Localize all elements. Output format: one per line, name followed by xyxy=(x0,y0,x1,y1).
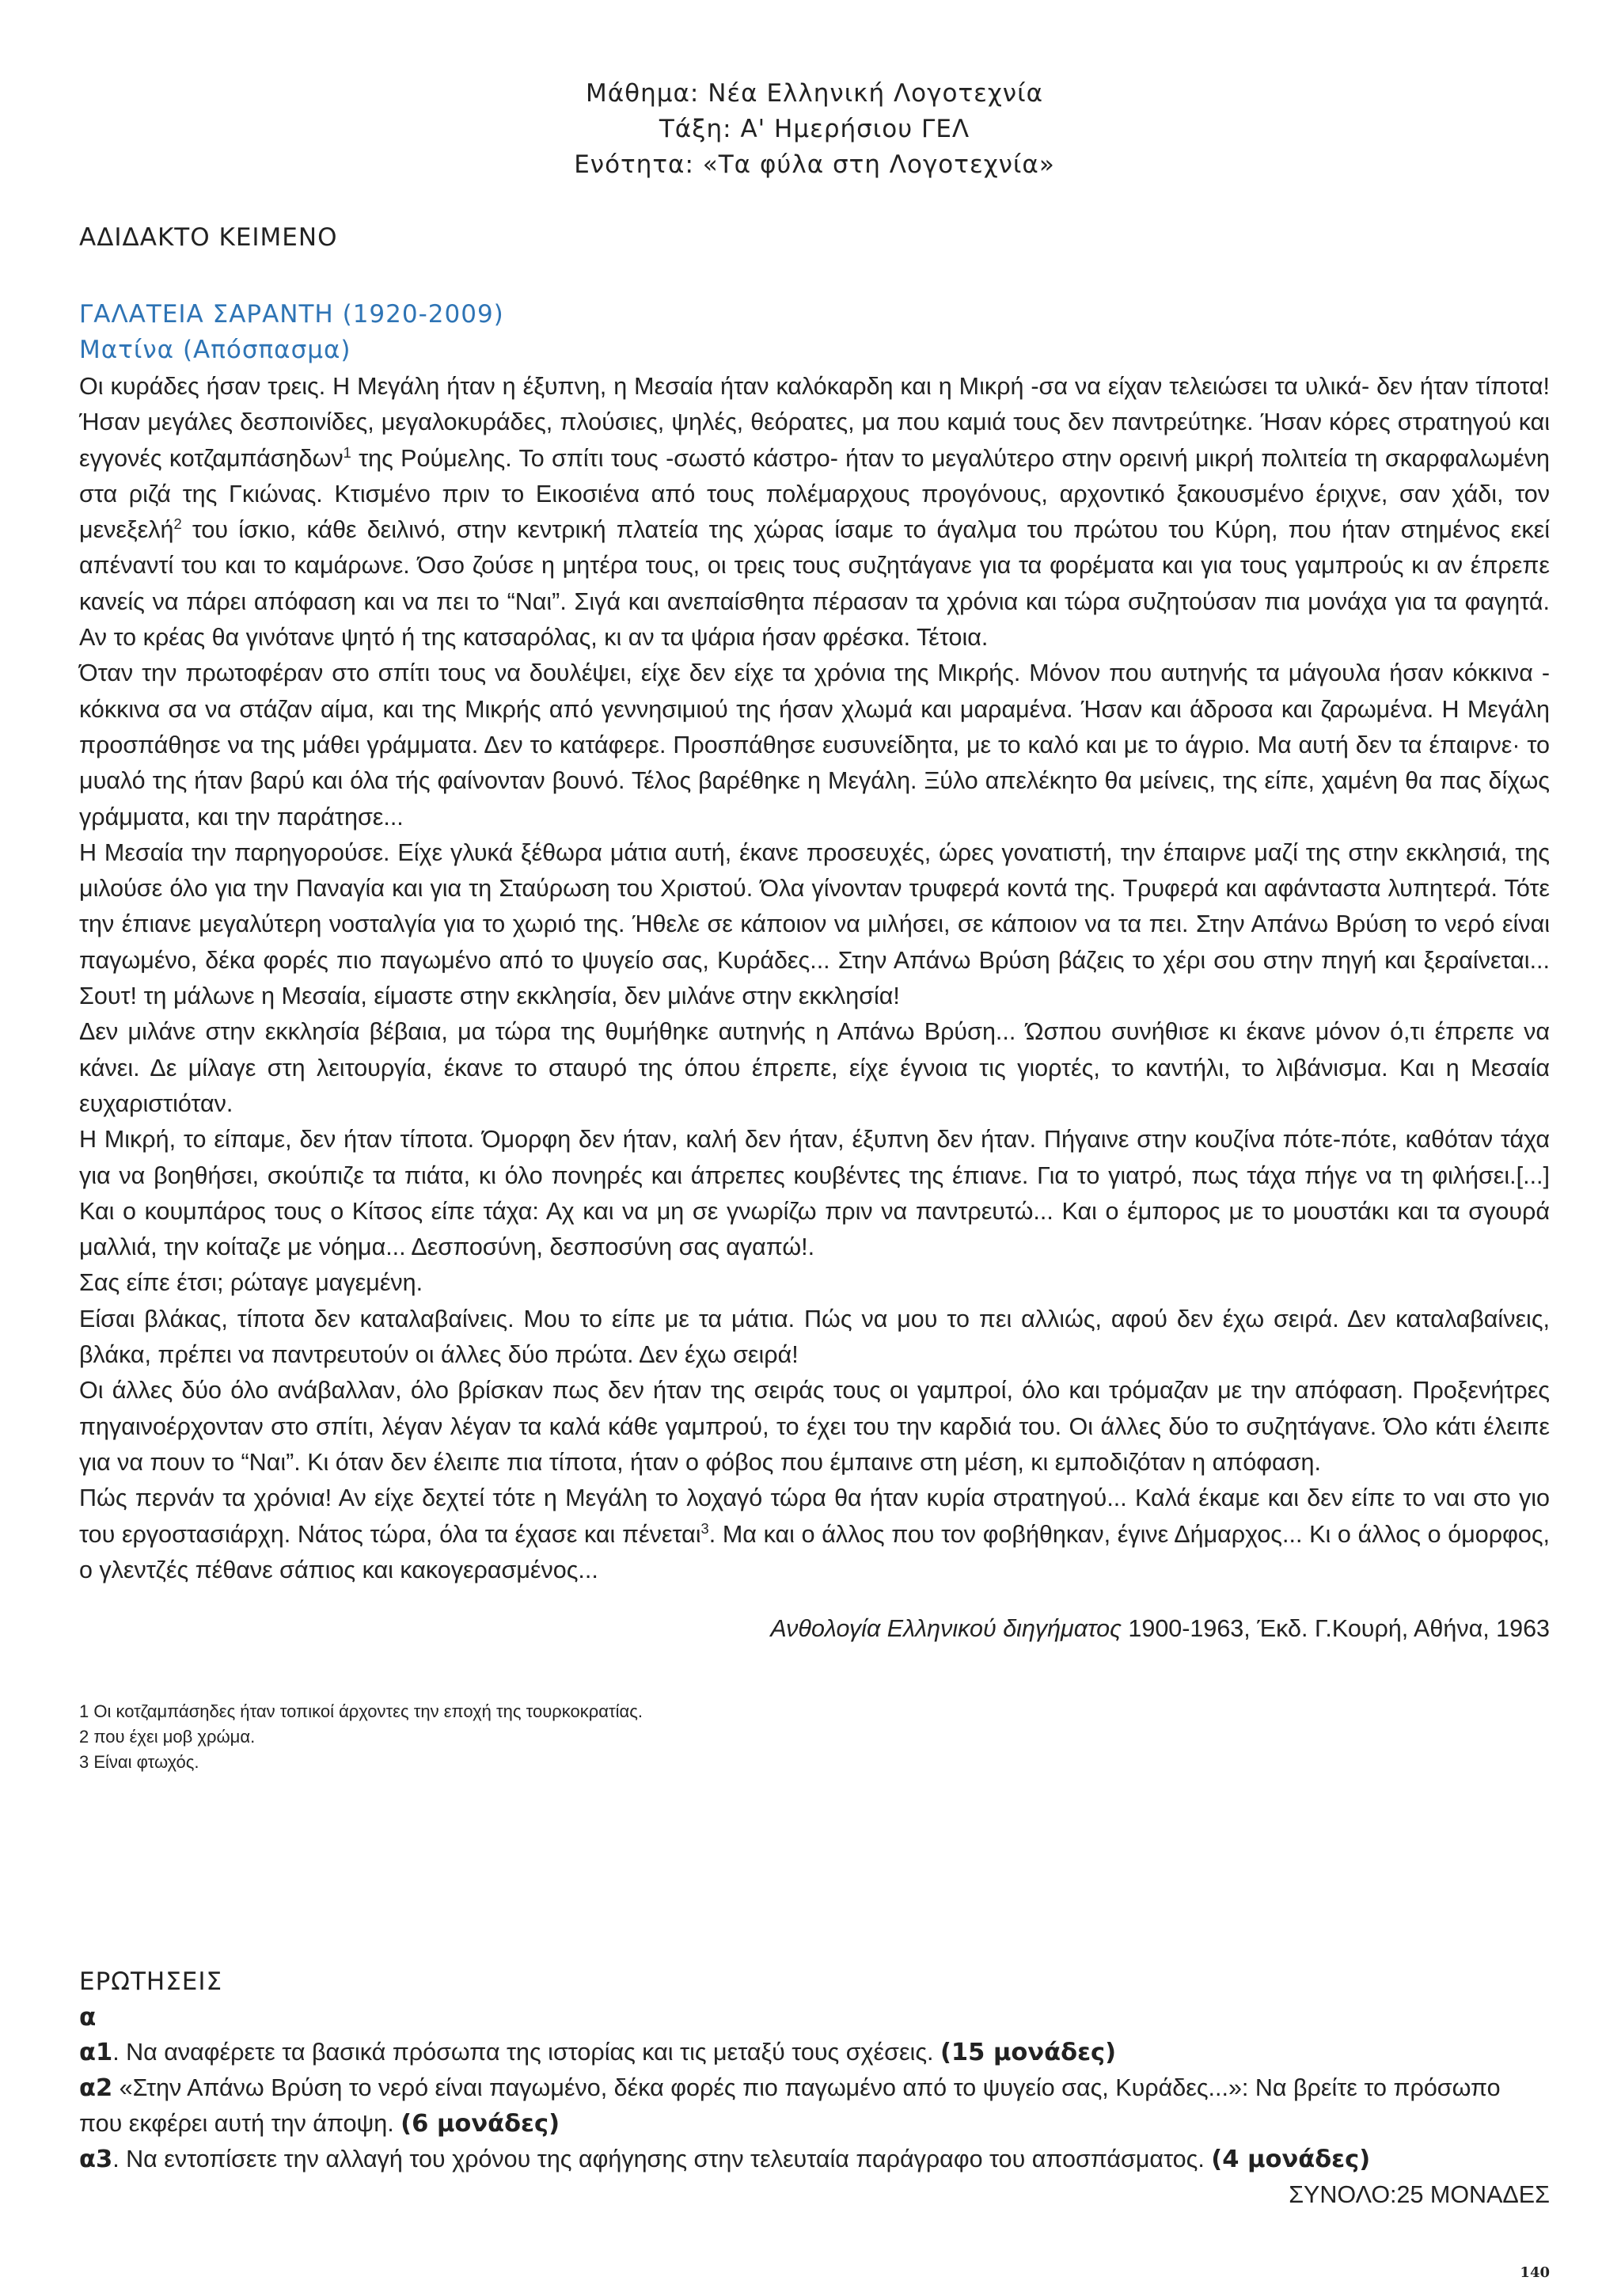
author-block xyxy=(79,297,504,368)
work-title: Ματίνα (Απόσπασμα) xyxy=(79,336,351,364)
page-number: 140 xyxy=(1520,2264,1550,2281)
unit-line: Ενότητα: «Τα φύλα στη Λογοτεχνία» xyxy=(574,150,1055,179)
paragraph: Όταν την πρωτοφέραν στο σπίτι τους να δουλέψει, είχε δεν είχε τα χρόνια της Μικρής. Μόνον που αυτηνής τα μάγουλα ήσαν κόκκινα - κόκκινα σα να στάζαν αίμα, και της Μικρής από γεννησιμιού της ήσαν χλωμά και μαραμένα. Ήσαν και άδροσα και ζαρωμένα. Η Μεγάλη προσπάθησε να της μάθει γράμματα. Δεν το κατάφερε. Προσπάθησε ευσυνείδητα, με το καλό και με το άγριο. Μα αυτή δεν τα έπαιρνε· το μυαλό της ήταν βαρύ και όλα τής φαίνονταν βουνό. Τέλος βαρέθηκε η Μεγάλη. Ξύλο απελέκητο θα μείνεις, της είπε, χαμένη θα πας δίχως γράμματα, και την παράτησε... xyxy=(79,660,1550,831)
footnote: 1 Οι κοτζαμπάσηδες ήταν τοπικοί άρχοντες την εποχή της τουρκοκρατίας. xyxy=(79,1701,643,1721)
footnotes xyxy=(79,1699,643,1775)
question-marks: (4 μονάδες) xyxy=(1211,2146,1371,2173)
paragraph: Δεν μιλάνε στην εκκλησία βέβαια, μα τώρα της θυμήθηκε αυτηνής η Απάνω Βρύση... Ώσπου συνήθισε κι έκανε μόνον ό,τι έπρεπε να κάνει. Δε μίλαγε στη λειτουργία, έκανε το σταυρό της όπου έπρεπε, είχε έγνοια τις γιορτές, το καντήλι, το λιβάνισμα. Και η Μεσαία ευχαριστιόταν. xyxy=(79,1018,1550,1117)
paragraph: Πώς περνάν τα χρόνια! Αν είχε δεχτεί τότε η Μεγάλη το λοχαγό τώρα θα ήταν κυρία στρατηγού... Καλά έκαμε και δεν είπε το ναι στο γιο του εργοστασιάρχη. Νάτος τώρα, όλα τα έχασε και πένεται$^3$. Μα και ο άλλος που τον φοβήθηκαν, έγινε Δήμαρχος... Κι ο άλλος ο όμορφος, ο γλεντζές πέθανε σάπιος και κακογερασμένος... xyxy=(79,1484,1550,1583)
class-line: Τάξη: Α' Ημερήσιου ΓΕΛ xyxy=(659,115,970,143)
question-item: α2 «Στην Απάνω Βρύση το νερό είναι παγωμένο, δέκα φορές πιο παγωμένο από το ψυγείο σας, Κυράδες...»: Να βρείτε το πρόσωπο που εκφέρει αυτή την άποψη. (6 μονάδες) xyxy=(79,2074,1501,2138)
question-number: α1 xyxy=(79,2039,113,2066)
paragraph: Οι άλλες δύο όλο ανάβαλλαν, όλο βρίσκαν πως δεν ήταν της σειράς τους οι γαμπροί, όλο και τρόμαζαν με την απόφαση. Προξενήτρες πηγαινοέρχονταν στο σπίτι, λέγαν λέγαν τα καλά κάθε γαμπρού, το έχει του την καρδιά του. Οι άλλες δύο το συζητάγανε. Όλο κάτι έλειπε για να πουν το “Ναι”. Κι όταν δεν έλειπε πια τίποτα, ήταν ο φόβος που έμπαινε στη μέση, κι εμποδιζόταν η απόφαση. xyxy=(79,1377,1550,1476)
total-marks: ΣΥΝΟΛΟ:25 ΜΟΝΑΔΕΣ xyxy=(1289,2181,1550,2208)
source-title: Ανθολογία Ελληνικού διηγήματος xyxy=(770,1615,1122,1642)
question-number: α2 xyxy=(79,2074,113,2102)
paragraph: Η Μικρή, το είπαμε, δεν ήταν τίποτα. Όμορφη δεν ήταν, καλή δεν ήταν, έξυπνη δεν ήταν. Πήγαινε στην κουζίνα πότε-πότε, καθόταν τάχα για να βοηθήσει, σκούπιζε τα πιάτα, κι όλο πονηρές και άπρεπες κουβέντες της έπιανε. Για το γιατρό, πως τάχα πήγε να τη φιλήσει.[...] Και ο κουμπάρος τους ο Κίτσος είπε τάχα: Αχ και να μη σε γνωρίζω πριν να παντρευτώ... Και ο έμπορος με το μουστάκι και τα σγουρά μαλλιά, την κοίταζε με νόημα... Δεσποσύνη, δεσποσύνη σας αγαπώ!. xyxy=(79,1126,1550,1261)
subject-line: Μάθημα: Νέα Ελληνική Λογοτεχνία xyxy=(585,79,1044,108)
question-marks: (6 μονάδες) xyxy=(401,2110,560,2138)
section-title: ΑΔΙΔΑΚΤΟ ΚΕΙΜΕΝΟ xyxy=(79,223,338,252)
footnote-ref: 3 xyxy=(700,1519,709,1537)
question-item: α1. Να αναφέρετε τα βασικά πρόσωπα της ιστορίας και τις μεταξύ τους σχέσεις. (15 μονάδες) xyxy=(79,2039,1117,2066)
footnote: 2 που έχει μοβ χρώμα. xyxy=(79,1727,256,1747)
paragraph: Σας είπε έτσι; ρώταγε μαγεμένη. xyxy=(79,1269,423,1297)
paragraph: Είσαι βλάκας, τίποτα δεν καταλαβαίνεις. Μου το είπε με τα μάτια. Πώς να μου το πει αλλιώς, αφού δεν έχω σειρά. Δεν καταλαβαίνεις, βλάκα, πρέπει να παντρευτούν οι άλλες δύο πρώτα. Δεν έχω σειρά! xyxy=(79,1305,1550,1369)
question-marks: (15 μονάδες) xyxy=(940,2039,1117,2066)
questions-heading: ΕΡΩΤΗΣΕΙΣ xyxy=(79,1967,223,1996)
questions-section xyxy=(79,1963,1550,2213)
question-item: α3. Να εντοπίσετε την αλλαγή του χρόνου της αφήγησης στην τελευταία παράγραφο του αποσπάσματος. (4 μονάδες) xyxy=(79,2146,1371,2173)
footnote-ref: 2 xyxy=(173,515,182,533)
question-group-label: α xyxy=(79,2003,97,2032)
source-citation: Ανθολογία Ελληνικού διηγήματος 1900-1963, Έκδ. Γ.Κουρή, Αθήνα, 1963 xyxy=(770,1615,1550,1642)
paragraph: Οι κυράδες ήσαν τρεις. Η Μεγάλη ήταν η έξυπνη, η Μεσαία ήταν καλόκαρδη και η Μικρή -σα να είχαν τελειώσει τα υλικά- δεν ήταν τίποτα! Ήσαν μεγάλες δεσποινίδες, μεγαλοκυράδες, πλούσιες, ψηλές, θεόρατες, μα που καμιά τους δεν παντρεύτηκε. Ήσαν κόρες στρατηγού και εγγονές κοτζαμπάσηδων$^1$ της Ρούμελης. Το σπίτι τους -σωστό κάστρο- ήταν το μεγαλύτερο στην ορεινή μικρή πολιτεία τη σκαρφαλωμένη στα ριζά της Γκιώνας. Κτισμένο πριν το Εικοσιένα από τους πολέμαρχους προγόνους, αρχοντικό ξακουσμένο έριχνε, σαν χάδι, τον μενεξελή$^2$ του ίσκιο, κάθε δειλινό, στην κεντρική πλατεία της χώρας ίσαμε το άγαλμα του πρώτου του Κύρη, που ήταν στημένος εκεί απέναντί του και το καμάρωνε. Όσο ζούσε η μητέρα τους, οι τρεις τους συζητάγανε για τα φορέματα και για τους γαμπρούς κι αν έπρεπε κανείς να πάρει απόφαση και να πει το “Ναι”. Σιγά και ανεπαίσθητα πέρασαν τα χρόνια και τώρα συζητούσαν πια μονάχα για τα φαγητά. Αν το κρέας θα γινότανε ψητό ή της κατσαρόλας, κι αν τα ψάρια ήσαν φρέσκα. Τέτοια. xyxy=(79,373,1550,652)
footnote: 3 Είναι φτωχός. xyxy=(79,1752,199,1772)
paragraph: Η Μεσαία την παρηγορούσε. Είχε γλυκά ξέθωρα μάτια αυτή, έκανε προσευχές, ώρες γονατιστή, την έπαιρνε μαζί της στην εκκλησιά, της μιλούσε όλο για την Παναγία και για τη Σταύρωση του Χριστού. Όλα γίνονταν τρυφερά κοντά της. Τρυφερά και αφάνταστα λυπητερά. Τότε την έπιανε μεγαλύτερη νοσταλγία για το χωριό της. Ήθελε σε κάποιον να μιλήσει, σε κάποιον να τα πει. Στην Απάνω Βρύση το νερό είναι παγωμένο, δέκα φορές πιο παγωμένο από το ψυγείο σας, Κυράδες... Στην Απάνω Βρύση βάζεις το χέρι σου στην πηγή και ξεραίνεται... Σουτ! τη μάλωνε η Μεσαία, είμαστε στην εκκλησία, δεν μιλάνε στην εκκλησία! xyxy=(79,838,1550,1010)
question-number: α3 xyxy=(79,2146,113,2173)
footnote-ref: 1 xyxy=(343,443,351,461)
document-header xyxy=(79,76,1550,183)
author-name: ΓΑΛΑΤΕΙΑ ΣΑΡΑΝΤΗ (1920-2009) xyxy=(79,300,504,329)
excerpt-text xyxy=(79,369,1550,1588)
